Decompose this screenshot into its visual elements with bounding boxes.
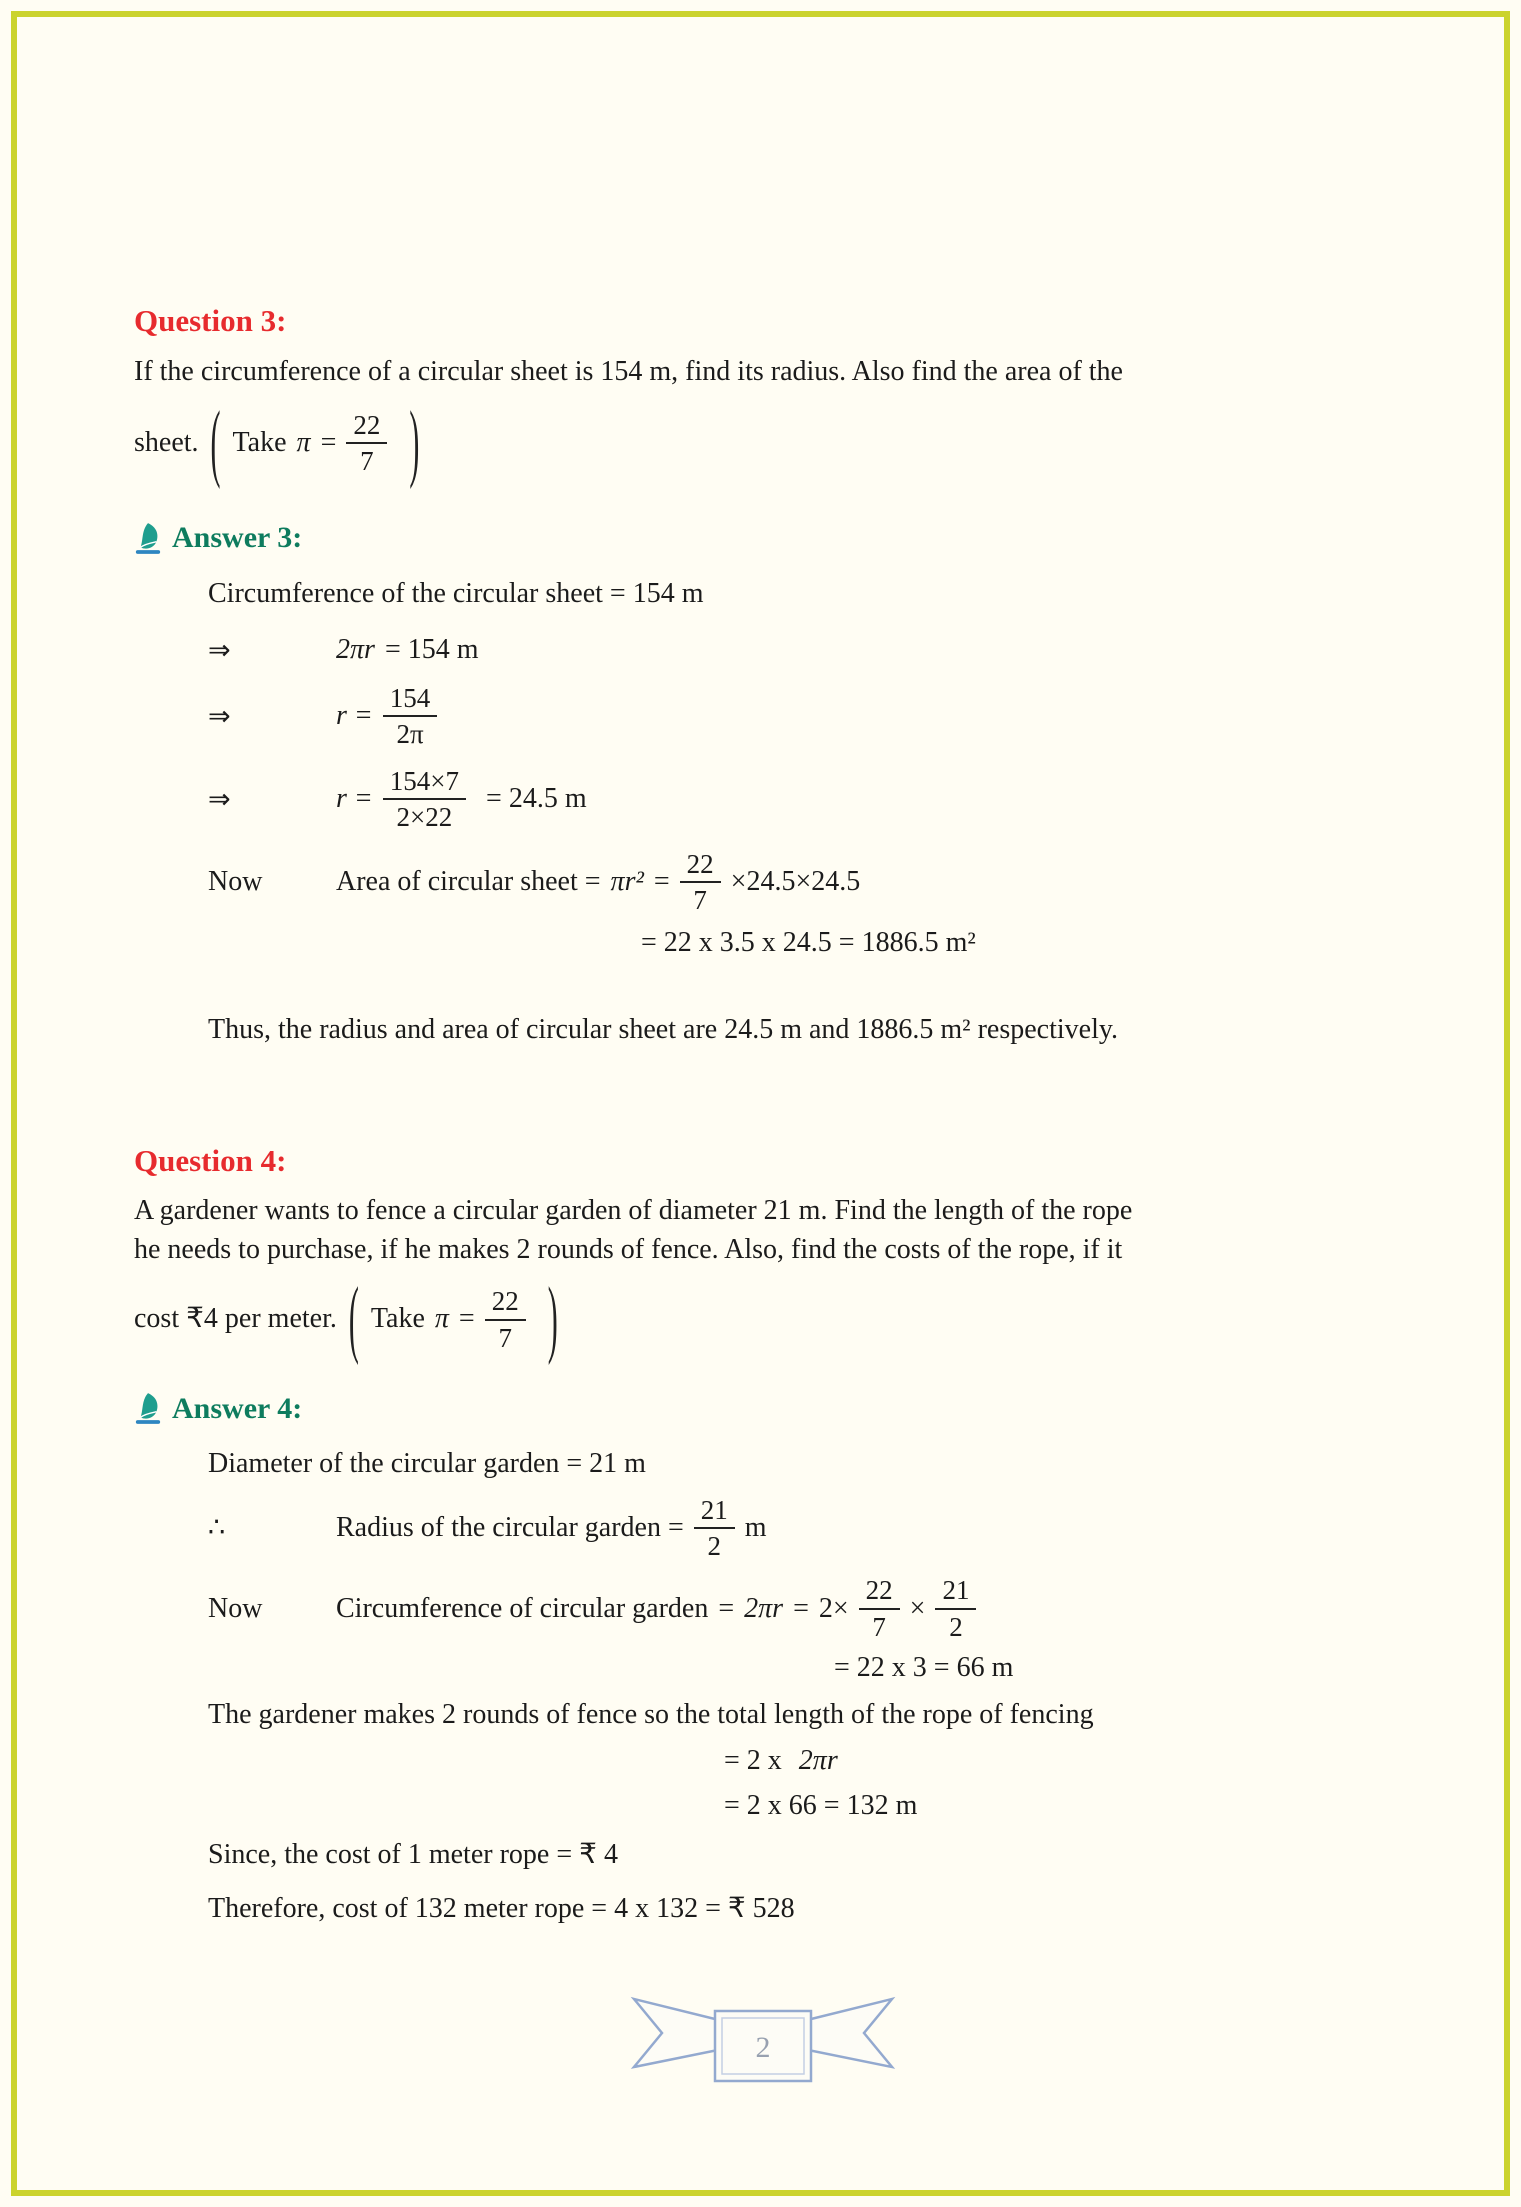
equals-sign: =	[793, 1592, 809, 1624]
expression-pir2: πr²	[610, 865, 644, 897]
brand-logo-icon	[134, 1391, 162, 1425]
answer-4-line-4: = 22 x 3 = 66 m	[834, 1652, 1014, 1684]
implies-icon: ⇒	[208, 700, 231, 732]
page-number-banner	[618, 1989, 908, 2104]
answer-4-line-9: Therefore, cost of 132 meter rope = 4 x 132 = ₹ 528	[208, 1893, 795, 1925]
fraction-denominator: 7	[872, 1611, 886, 1642]
expression-result: = 154 m	[384, 634, 479, 666]
expression-2pir: 2πr	[744, 1592, 784, 1624]
ribbon-right-tail	[803, 1999, 892, 2067]
area-label: Area of circular sheet =	[336, 865, 601, 897]
answer-4-line-1: Diameter of the circular garden = 21 m	[208, 1448, 646, 1480]
fraction-22-7	[485, 1285, 526, 1354]
answer-3-line-1: Circumference of the circular sheet = 154 m	[208, 577, 704, 609]
unit-m: m	[744, 1511, 767, 1543]
answer-4-line-3	[208, 1574, 1391, 1643]
question-4-heading: Question 4:	[134, 1142, 287, 1178]
fraction-denominator: 2	[707, 1531, 722, 1562]
circumference-label: Circumference of circular garden	[336, 1592, 709, 1624]
fraction-numerator: 154	[383, 682, 438, 717]
expression-2pir: 2πr	[336, 634, 375, 666]
answer-3-line-3	[208, 682, 1391, 751]
answer-3-heading: Answer 3:	[172, 521, 303, 555]
answer-4-heading-row	[134, 1388, 1391, 1429]
fraction-numerator: 22	[859, 1574, 900, 1609]
expression-result: = 24.5 m	[486, 782, 587, 814]
answer-3-conclusion: Thus, the radius and area of circular sheet are 24.5 m and 1886.5 m² respectively.	[208, 1014, 1119, 1045]
fraction-numerator: 21	[694, 1494, 735, 1529]
left-paren: (	[210, 394, 221, 491]
equals-sign: =	[718, 1592, 735, 1624]
page-number: 2	[755, 2030, 770, 2064]
fraction-22-7	[346, 409, 387, 478]
expression-2x: 2×	[818, 1592, 849, 1624]
right-paren: )	[409, 394, 420, 491]
implies-icon: ⇒	[208, 783, 231, 815]
answer-3-line-6: = 22 x 3.5 x 24.5 = 1886.5 m²	[641, 927, 976, 959]
question-4-take-line	[134, 1271, 1391, 1367]
fraction-154-2pi	[383, 682, 438, 751]
answer-3-line-2	[208, 631, 1391, 670]
fraction-denominator: 7	[360, 446, 374, 477]
implies-icon: ⇒	[208, 635, 231, 667]
fraction-numerator: 154×7	[383, 765, 466, 800]
fraction-denominator: 2×22	[396, 802, 453, 833]
answer-4-line-5: The gardener makes 2 rounds of fence so the total length of the rope of fencing	[208, 1698, 1094, 1730]
equals-sign: =	[320, 427, 337, 459]
question-4-text	[134, 1192, 1391, 1269]
fraction-22-7	[859, 1574, 900, 1643]
expression-2pir: 2πr	[798, 1745, 838, 1777]
fraction-numerator: 22	[346, 409, 387, 444]
expression-prefix: = 2 x	[724, 1745, 782, 1777]
question-3-heading: Question 3:	[134, 303, 287, 338]
pi-symbol: π	[296, 427, 311, 459]
fraction-21-2	[935, 1574, 976, 1643]
fraction-154x7-2x22	[383, 765, 466, 834]
expression-lhs: r =	[336, 700, 373, 732]
radius-label: Radius of the circular garden =	[336, 1511, 684, 1543]
question-3-line1: If the circumference of a circular sheet is 154 m, find its radius. Also find the area of the	[134, 355, 1123, 387]
now-word: Now	[208, 865, 263, 897]
question-3-text	[134, 353, 1391, 392]
answer-4-line-8: Since, the cost of 1 meter rope = ₹ 4	[208, 1838, 618, 1870]
fraction-numerator: 22	[485, 1285, 526, 1320]
question-4-line3-prefix: cost ₹4 per meter.	[134, 1303, 337, 1335]
fraction-denominator: 7	[498, 1322, 512, 1353]
times-sign: ×	[909, 1592, 926, 1624]
answer-3-line-5	[208, 848, 1391, 917]
now-word: Now	[208, 1592, 263, 1624]
answer-3-heading-row	[134, 517, 1391, 558]
fraction-21-2	[694, 1494, 735, 1563]
question-4-line1: A gardener wants to fence a circular garden of diameter 21 m. Find the length of the rope	[134, 1195, 1133, 1227]
therefore-icon: ∴	[208, 1512, 226, 1544]
equals-sign: =	[653, 865, 670, 897]
fraction-numerator: 22	[680, 848, 721, 883]
ribbon-left-tail	[634, 1999, 723, 2067]
fraction-numerator: 21	[935, 1574, 976, 1609]
fraction-denominator: 2π	[396, 719, 424, 750]
question-3-line2-prefix: sheet.	[134, 427, 199, 459]
question-4-line2: he needs to purchase, if he makes 2 rounds of fence. Also, find the costs of the rope, if it	[134, 1234, 1123, 1266]
answer-4-line-6	[724, 1742, 1391, 1781]
take-word: Take	[370, 1303, 425, 1335]
expression-lhs: r =	[336, 782, 373, 814]
question-3-take-line	[134, 394, 1391, 491]
expression-rest: ×24.5×24.5	[730, 865, 861, 897]
equals-sign: =	[458, 1303, 475, 1335]
answer-4-heading: Answer 4:	[172, 1391, 303, 1425]
fraction-22-7	[680, 848, 721, 917]
take-word: Take	[232, 427, 287, 459]
answer-4-line-7: = 2 x 66 = 132 m	[724, 1790, 918, 1822]
pi-symbol: π	[434, 1303, 449, 1335]
brand-logo-icon	[134, 521, 162, 555]
right-paren: )	[547, 1271, 558, 1367]
answer-3-line-4	[208, 765, 1391, 834]
answer-4-line-2	[208, 1494, 1391, 1563]
left-paren: (	[348, 1271, 359, 1367]
fraction-denominator: 2	[949, 1611, 963, 1642]
fraction-denominator: 7	[693, 884, 707, 915]
